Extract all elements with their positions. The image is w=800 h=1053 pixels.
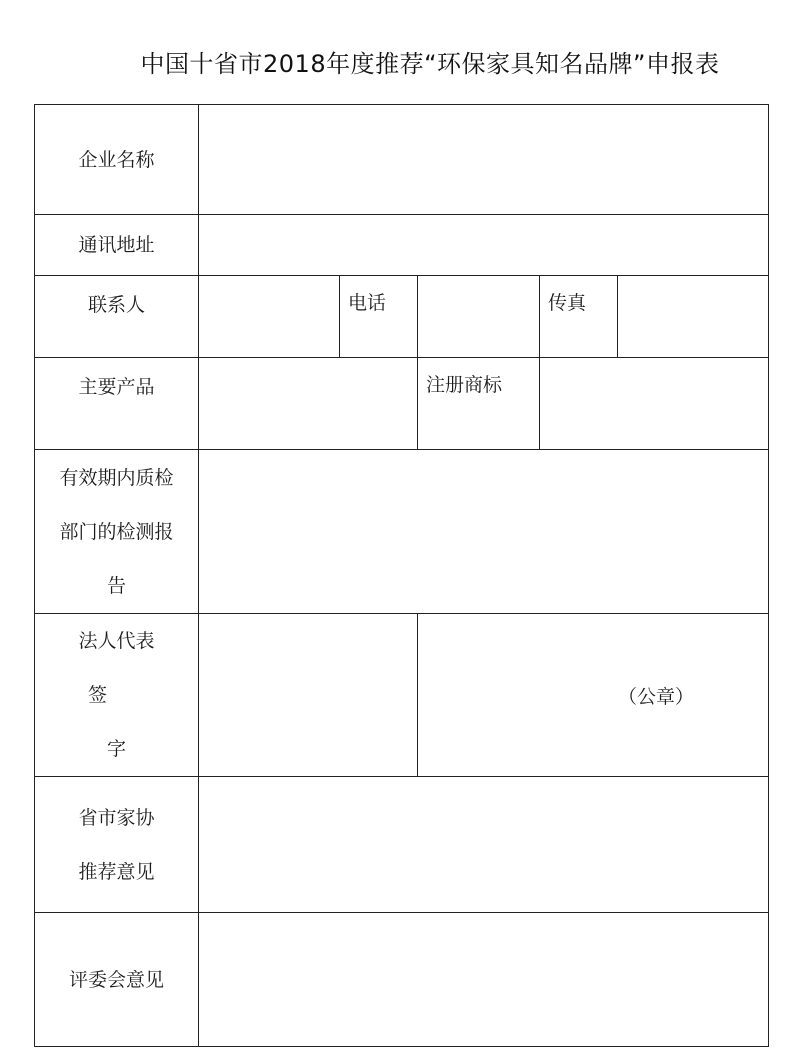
seal-text: （公章） (618, 685, 695, 708)
qc-report-field[interactable] (199, 450, 769, 614)
address-label: 通讯地址 (35, 215, 199, 276)
company-name-field[interactable] (199, 105, 769, 215)
legal-rep-label-line1: 法人代表 (78, 630, 155, 652)
main-products-field[interactable] (199, 358, 418, 450)
legal-rep-label (35, 614, 199, 777)
association-field[interactable] (199, 777, 769, 913)
row-company-name (35, 105, 769, 215)
contact-label: 联系人 (35, 276, 199, 358)
row-association (35, 777, 769, 913)
row-contact (35, 276, 769, 358)
row-qc-report (35, 450, 769, 614)
trademark-label: 注册商标 (426, 374, 503, 396)
trademark-label-cell (418, 358, 540, 450)
row-products (35, 358, 769, 450)
contact-field[interactable] (199, 276, 340, 358)
fax-field[interactable] (618, 276, 769, 358)
row-legal-rep (35, 614, 769, 777)
row-address (35, 215, 769, 276)
phone-field[interactable] (418, 276, 540, 358)
main-products-label: 主要产品 (35, 358, 199, 450)
phone-label-cell (340, 276, 418, 358)
association-label (35, 777, 199, 913)
application-form-table (34, 104, 769, 1047)
fax-label-cell (540, 276, 618, 358)
seal-field[interactable] (418, 614, 769, 777)
legal-rep-label-line2: 签 字 (87, 684, 126, 760)
fax-label: 传真 (548, 292, 587, 314)
qc-report-label-line2: 部门的检测报 (59, 520, 174, 543)
phone-label: 电话 (348, 292, 387, 314)
association-label-line2: 推荐意见 (78, 860, 155, 883)
committee-label: 评委会意见 (35, 913, 199, 1047)
form-title: 中国十省市2018年度推荐“环保家具知名品牌”申报表 (140, 50, 720, 78)
row-committee (35, 913, 769, 1047)
trademark-field[interactable] (540, 358, 769, 450)
company-name-label: 企业名称 (35, 105, 199, 215)
address-field[interactable] (199, 215, 769, 276)
qc-report-label (35, 450, 199, 614)
committee-field[interactable] (199, 913, 769, 1047)
qc-report-label-line1: 有效期内质检 (59, 466, 174, 489)
association-label-line1: 省市家协 (78, 806, 155, 829)
legal-rep-signature-field[interactable] (199, 614, 418, 777)
qc-report-label-line3: 告 (106, 574, 126, 597)
